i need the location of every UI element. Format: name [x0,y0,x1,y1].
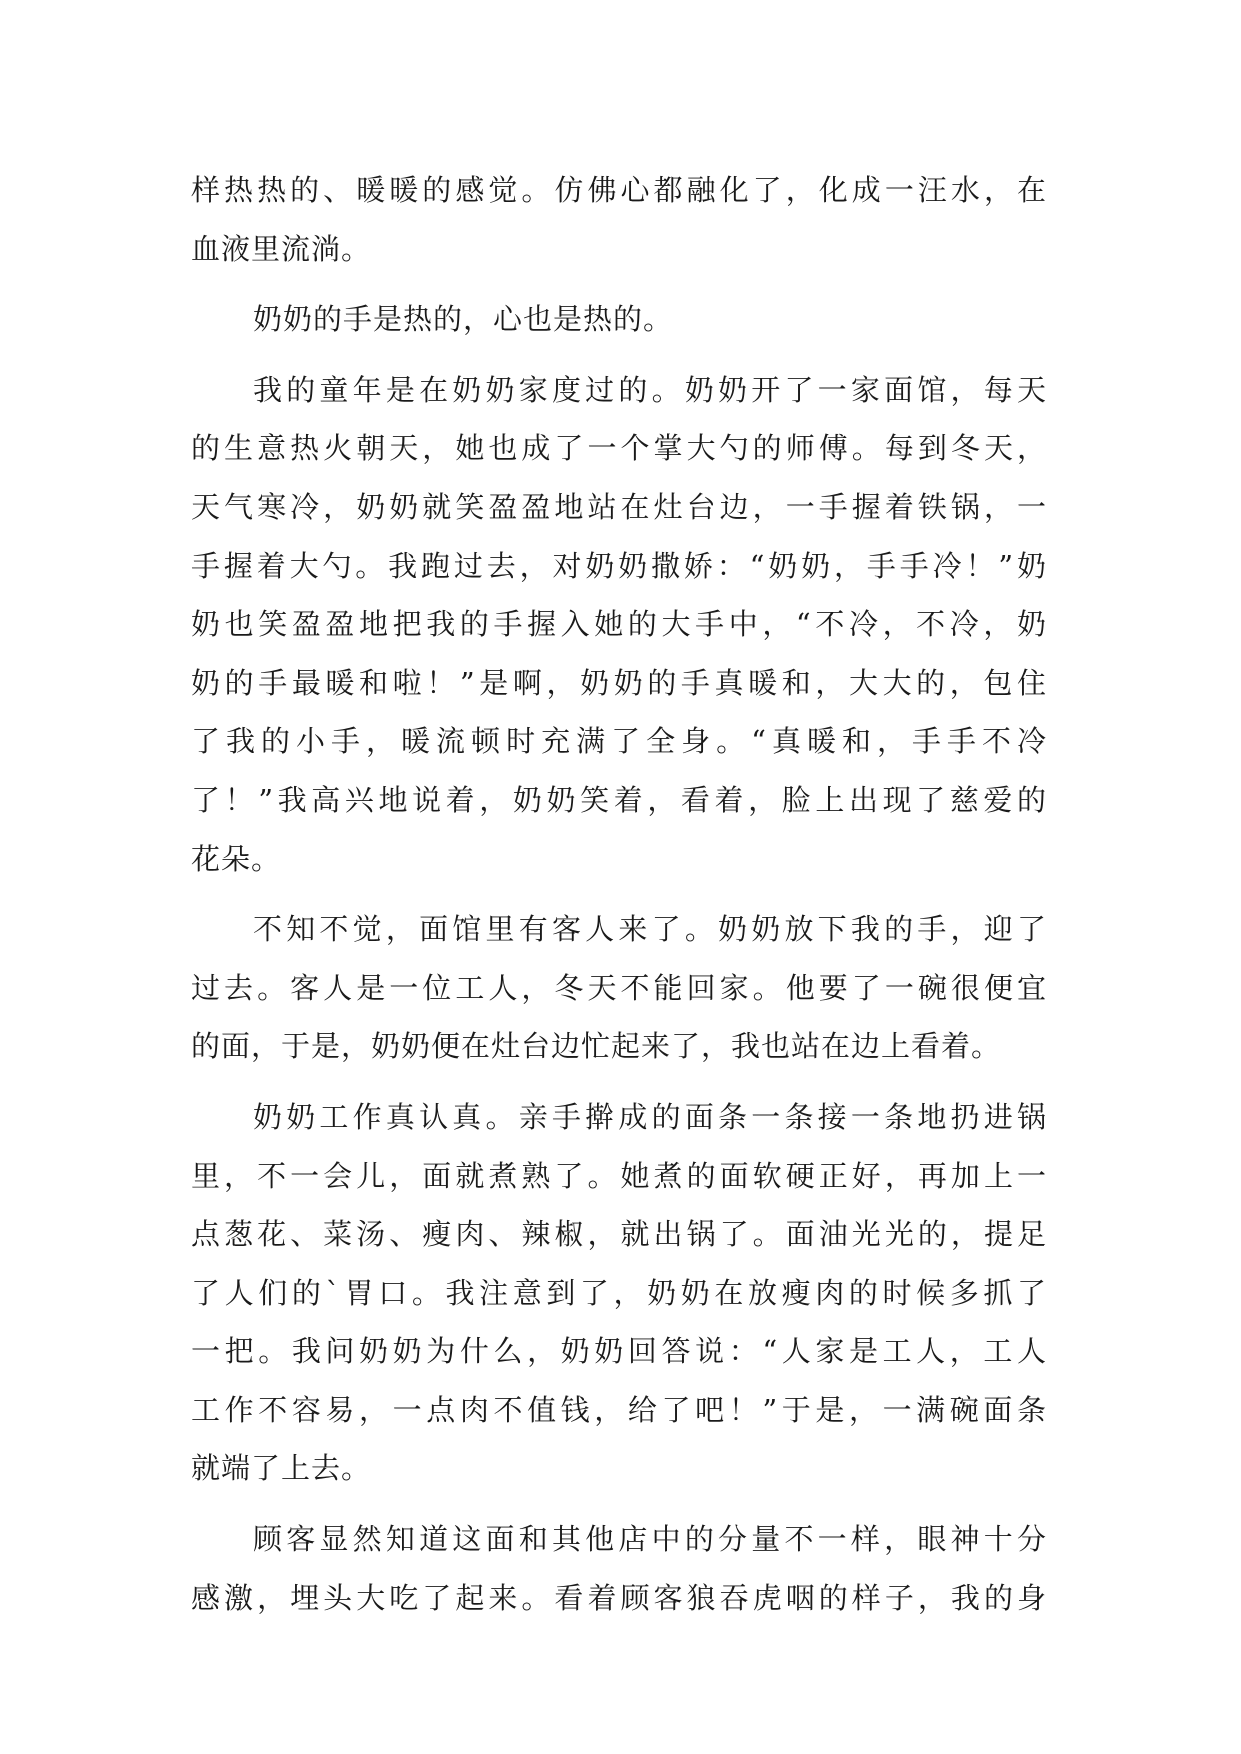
text-line: 里，不一会儿，面就煮熟了。她煮的面软硬正好，再加上一 [191,1158,1047,1193]
text-line: 样热热的、暖暖的感觉。仿佛心都融化了，化成一汪水，在 [191,173,1047,207]
paragraph [191,290,1047,349]
text-line: 一把。我问奶奶为什么，奶奶回答说：“人家是工人，工人 [191,1334,1047,1369]
text-line: 的生意热火朝天，她也成了一个掌大勺的师傅。每到冬天， [191,431,1047,466]
paragraph [191,1088,1047,1498]
text-line: 奶也笑盈盈地把我的手握入她的大手中，“不冷，不冷，奶 [191,607,1047,642]
text-line: 工作不容易，一点肉不值钱，给了吧！”于是，一满碗面条 [191,1392,1047,1427]
text-line: 的面，于是，奶奶便在灶台边忙起来了，我也站在边上看着。 [191,1029,1002,1064]
paragraph [191,900,1047,1076]
paragraph [191,1510,1047,1627]
text-line: 点葱花、菜汤、瘦肉、辣椒，就出锅了。面油光光的，提足 [191,1217,1047,1252]
text-line: 了人们的`胃口。我注意到了，奶奶在放瘦肉的时候多抓了 [191,1275,1047,1310]
document-body [191,161,1047,1627]
text-line: 就端了上去。 [191,1451,372,1486]
text-line: 奶奶的手是热的，心也是热的。 [253,302,674,337]
text-line: 天气寒冷，奶奶就笑盈盈地站在灶台边，一手握着铁锅，一 [191,489,1047,524]
text-line: 花朵。 [191,841,282,876]
text-line: 过去。客人是一位工人，冬天不能回家。他要了一碗很便宜 [191,970,1047,1005]
paragraph [191,161,1047,278]
text-line: 血液里流淌。 [191,231,372,266]
text-line: 我的童年是在奶奶家度过的。奶奶开了一家面馆，每天 [253,372,1047,407]
text-line: 手握着大勺。我跑过去，对奶奶撒娇：“奶奶，手手冷！”奶 [191,548,1047,583]
text-line: 顾客显然知道这面和其他店中的分量不一样，眼神十分 [253,1522,1047,1557]
text-line: 不知不觉，面馆里有客人来了。奶奶放下我的手，迎了 [253,912,1047,947]
text-line: 感激，埋头大吃了起来。看着顾客狼吞虎咽的样子，我的身 [191,1580,1047,1615]
text-line: 了！”我高兴地说着，奶奶笑着，看着，脸上出现了慈爱的 [191,782,1047,817]
text-line: 了我的小手，暖流顿时充满了全身。“真暖和，手手不冷 [191,724,1047,759]
paragraph [191,361,1047,888]
text-line: 奶奶工作真认真。亲手擀成的面条一条接一条地扔进锅 [253,1099,1047,1134]
text-line: 奶的手最暖和啦！”是啊，奶奶的手真暖和，大大的，包住 [191,665,1047,700]
